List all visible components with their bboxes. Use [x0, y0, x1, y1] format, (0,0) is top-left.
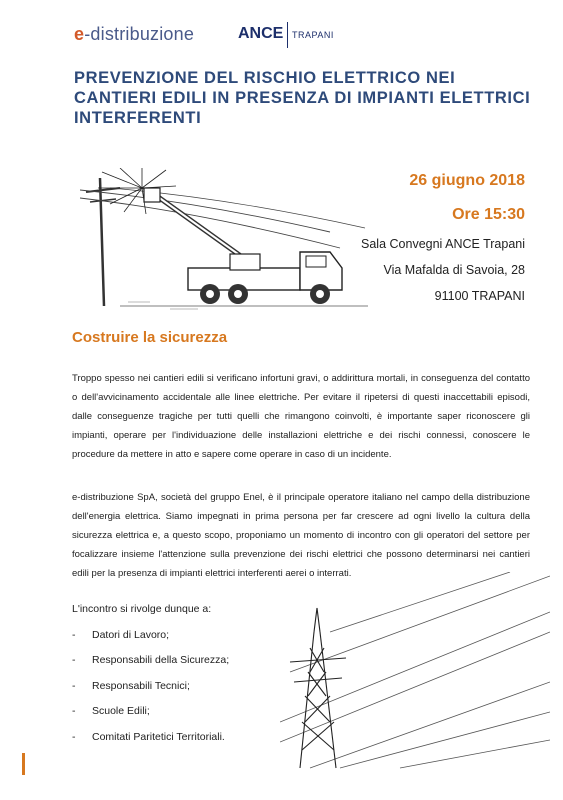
list-item — [72, 699, 229, 725]
trapani-logo-text: TRAPANI — [292, 30, 334, 40]
list-item — [72, 648, 229, 674]
list-dash: - — [72, 628, 76, 641]
list-item-label: Comitati Paritetici Territoriali. — [92, 730, 225, 743]
venue-street: Via Mafalda di Savoia, 28 — [383, 263, 525, 277]
accent-bar — [22, 753, 25, 775]
list-dash: - — [72, 730, 76, 743]
page-title: PREVENZIONE DEL RISCHIO ELETTRICO NEI CANTIERI EDILI IN PRESENZA DI IMPIANTI ELETTRICI INTERFERENTI — [74, 69, 531, 127]
e-distribuzione-logo — [74, 24, 194, 45]
intro-paragraph: Troppo spesso nei cantieri edili si verificano infortuni gravi, o addirittura mortali, in conseguenza del contatto o dell'avvicinamento accidentale alle linee elettriche. Per evitare il ripetersi di questi inaccettabili episodi, dalle conseguenze tragiche per tutti quelli che rimangono coinvolti, è importante saper riconoscere gli impianti, operare per l'individuazione delle installazioni elettriche e dei rischi connessi, conoscere le procedure da mettere in atto e sapere come operare in caso di un incidente. — [72, 373, 530, 460]
audience-intro: L'incontro si rivolge dunque a: — [72, 603, 212, 615]
logo-e-letter: e — [74, 24, 85, 44]
audience-list — [72, 622, 229, 750]
logo-distribuzione-text: -distribuzione — [84, 24, 195, 44]
company-paragraph: e-distribuzione SpA, società del gruppo Enel, è il principale operatore italiano nel campo della distribuzione dell'energia elettrica. Siamo impegnati in prima persona per far crescere ad ogni livello la cultura della sicurezza elettrica e, a questo scopo, proponiamo un momento di incontro con gli operatori del settore per focalizzare insieme l'attenzione sulla prevenzione dei rischi elettrici che possono determinarsi nei cantieri edili per la presenza di impianti elettrici interferenti aerei o interrati. — [72, 492, 530, 579]
section-title: Costruire la sicurezza — [72, 329, 228, 346]
bucket-truck-illustration — [80, 168, 370, 316]
venue-city: 91100 TRAPANI — [434, 289, 525, 303]
event-time: Ore 15:30 — [452, 206, 525, 223]
list-item-label: Responsabili Tecnici; — [92, 679, 190, 692]
list-dash: - — [72, 654, 76, 667]
event-date: 26 giugno 2018 — [409, 172, 525, 189]
logo-separator — [287, 22, 288, 48]
venue-name: Sala Convegni ANCE Trapani — [361, 237, 525, 251]
list-item — [72, 673, 229, 699]
list-item-label: Scuole Edili; — [92, 705, 150, 718]
list-item-label: Responsabili della Sicurezza; — [92, 654, 230, 667]
list-item-label: Datori di Lavoro; — [92, 628, 170, 641]
list-item — [72, 724, 229, 750]
list-dash: - — [72, 679, 76, 692]
list-item — [72, 622, 229, 648]
ance-logo: ANCE — [238, 25, 284, 42]
power-pylon-illustration — [280, 572, 550, 770]
list-dash: - — [72, 705, 76, 718]
